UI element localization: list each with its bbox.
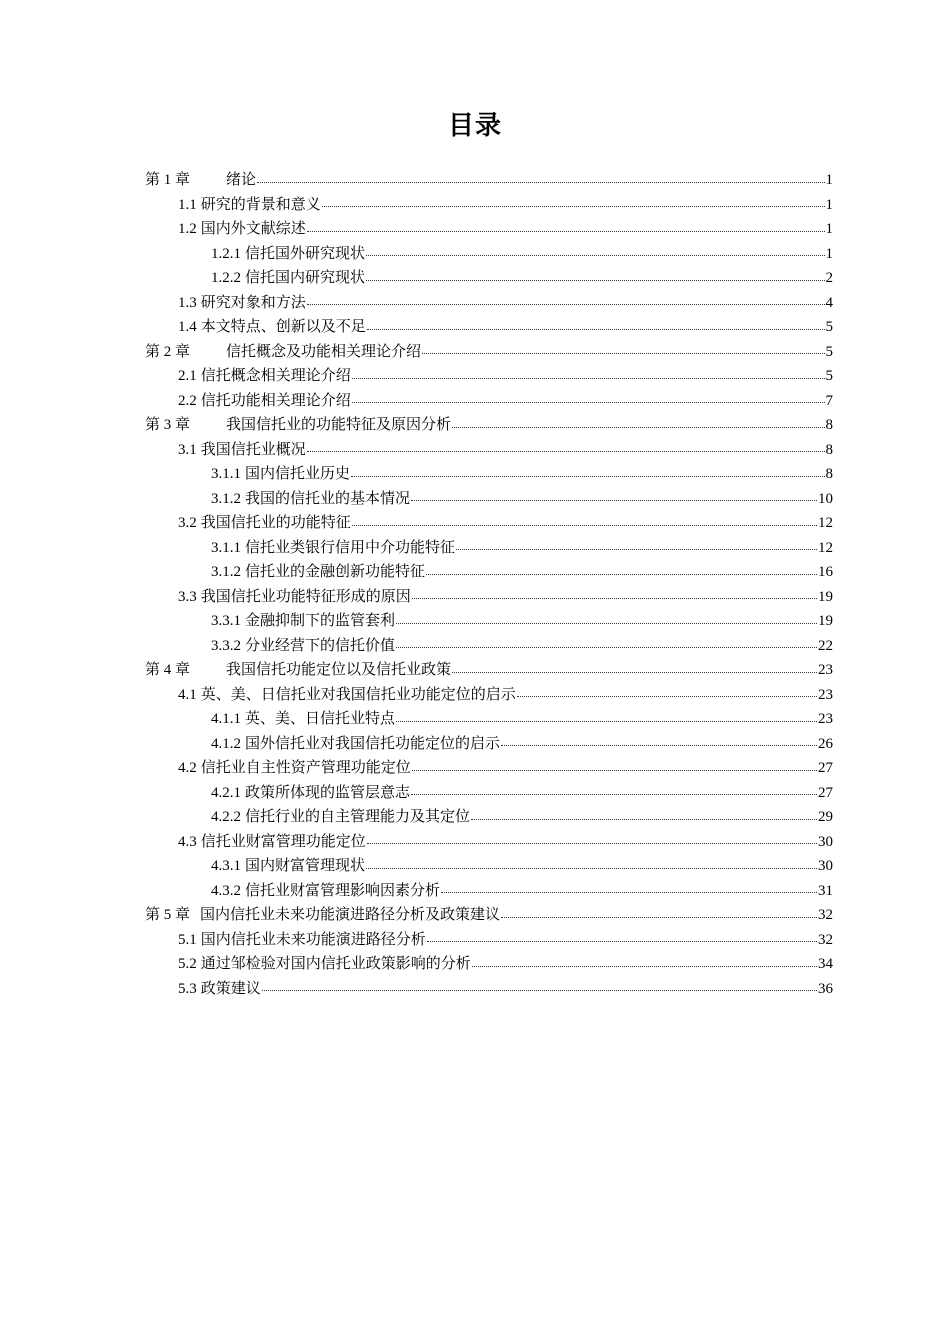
toc-subsection-entry[interactable] <box>145 732 833 757</box>
toc-subsection-entry[interactable] <box>145 634 833 659</box>
toc-entry-label <box>211 879 440 904</box>
toc-section-entry[interactable] <box>145 830 833 855</box>
toc-page-number: 30 <box>818 858 833 874</box>
toc-entry-label <box>211 634 395 659</box>
toc-entry-label <box>178 315 366 340</box>
toc-entry-text: 我国的信托业的基本情况 <box>245 490 411 507</box>
toc-dot-leader <box>501 916 817 918</box>
toc-entry-text: 我国信托业概况 <box>200 441 306 458</box>
toc-chapter-entry[interactable] <box>145 413 833 438</box>
toc-page-number: 26 <box>818 735 833 752</box>
toc-subsection-entry[interactable] <box>145 266 833 291</box>
toc-subsection-entry[interactable] <box>145 242 833 267</box>
toc-dot-leader <box>441 891 817 893</box>
toc-entry-number: 2.2 <box>178 392 197 409</box>
toc-entry-label <box>145 903 500 928</box>
toc-dot-leader <box>351 475 824 477</box>
toc-dot-leader <box>307 450 825 452</box>
toc-page-number: 22 <box>818 637 833 654</box>
toc-entry-number: 4.1.2 <box>211 735 241 752</box>
toc-entry-text: 通过邹检验对国内信托业政策影响的分析 <box>200 956 471 972</box>
toc-entry-text: 信托业的金融创新功能特征 <box>245 564 426 580</box>
toc-entry-number: 3.3.1 <box>211 613 241 629</box>
toc-page-number: 30 <box>818 833 833 850</box>
toc-section-entry[interactable] <box>145 585 833 610</box>
toc-dot-leader <box>366 254 824 256</box>
toc-section-entry[interactable] <box>145 438 833 463</box>
toc-dot-leader <box>426 573 817 575</box>
toc-page-number: 19 <box>818 613 833 629</box>
toc-entry-label <box>145 168 256 193</box>
toc-entry-label <box>145 340 421 365</box>
toc-entry-label <box>145 658 451 683</box>
toc-entry-number: 第 5 章 <box>145 907 191 923</box>
toc-section-entry[interactable] <box>145 193 833 218</box>
toc-entry-label <box>211 854 365 879</box>
toc-entry-text: 信托业财富管理功能定位 <box>200 833 366 850</box>
toc-page-number: 8 <box>825 441 833 458</box>
toc-entry-label <box>211 242 365 267</box>
toc-dot-leader <box>472 965 817 967</box>
toc-entry-text: 信托功能相关理论介绍 <box>200 392 351 409</box>
toc-entry-text: 信托业财富管理影响因素分析 <box>245 882 441 899</box>
toc-entry-text: 信托业类银行信用中介功能特征 <box>245 539 456 556</box>
toc-section-entry[interactable] <box>145 217 833 242</box>
toc-dot-leader <box>322 205 825 207</box>
toc-entry-number: 1.2.2 <box>211 270 241 286</box>
toc-entry-text: 本文特点、创新以及不足 <box>200 319 366 335</box>
toc-chapter-entry[interactable] <box>145 340 833 365</box>
page-title: 目录 <box>447 111 502 141</box>
toc-page-number: 23 <box>818 686 833 703</box>
toc-dot-leader <box>412 769 817 771</box>
toc-dot-leader <box>411 793 817 795</box>
toc-entry-label <box>178 511 351 536</box>
toc-entry-label <box>178 977 261 1002</box>
toc-section-entry[interactable] <box>145 389 833 414</box>
toc-entry-number: 1.2.1 <box>211 245 241 262</box>
toc-entry-text: 英、美、日信托业特点 <box>245 711 396 727</box>
toc-dot-leader <box>411 499 817 501</box>
toc-dot-leader <box>307 303 825 305</box>
toc-page-number: 1 <box>825 196 833 213</box>
toc-entry-number: 3.1.2 <box>211 564 241 580</box>
toc-entry-label <box>178 389 351 414</box>
toc-entry-text: 信托国内研究现状 <box>245 270 366 286</box>
toc-page-number: 7 <box>825 392 833 409</box>
toc-section-entry[interactable] <box>145 977 833 1002</box>
toc-entry-text: 国内外文献综述 <box>200 221 306 237</box>
toc-subsection-entry[interactable] <box>145 609 833 634</box>
toc-entry-text: 政策所体现的监管层意志 <box>245 784 411 801</box>
toc-dot-leader <box>396 622 817 624</box>
toc-entry-label <box>211 609 395 634</box>
toc-subsection-entry[interactable] <box>145 707 833 732</box>
toc-dot-leader <box>412 597 817 599</box>
toc-entry-label <box>211 487 410 512</box>
toc-entry-label <box>178 217 306 242</box>
toc-entry-label <box>211 536 455 561</box>
toc-entry-text: 英、美、日信托业对我国信托业功能定位的启示 <box>200 686 516 703</box>
toc-page-number: 10 <box>818 490 833 507</box>
toc-dot-leader <box>307 230 825 232</box>
toc-entry-label <box>178 683 516 708</box>
toc-entry-label <box>178 830 366 855</box>
toc-dot-leader <box>262 989 817 991</box>
toc-entry-number: 4.2 <box>178 760 197 776</box>
toc-entry-number: 3.1.1 <box>211 466 241 482</box>
toc-entry-number: 5.3 <box>178 980 197 997</box>
toc-entry-number: 4.1 <box>178 686 197 703</box>
toc-page-number: 29 <box>818 809 833 825</box>
toc-page-number: 1 <box>825 221 833 237</box>
toc-entry-text: 绪论 <box>226 172 257 188</box>
toc-entry-label <box>178 952 471 977</box>
toc-entry-label <box>178 756 411 781</box>
toc-subsection-entry[interactable] <box>145 487 833 512</box>
toc-entry-label <box>211 805 470 830</box>
toc-section-entry[interactable] <box>145 928 833 953</box>
toc-entry-text: 国外信托业对我国信托功能定位的启示 <box>245 735 501 752</box>
toc-entry-number: 3.1.2 <box>211 490 241 507</box>
toc-entry-label <box>178 193 321 218</box>
toc-page-number: 1 <box>825 172 833 188</box>
toc-entry-text: 国内信托业未来功能演进路径分析及政策建议 <box>200 907 501 923</box>
toc-page-number: 19 <box>818 588 833 605</box>
toc-page-number: 5 <box>825 319 833 335</box>
toc-entry-label <box>211 781 410 806</box>
toc-entry-text: 分业经营下的信托价值 <box>245 637 396 654</box>
toc-entry-number: 3.2 <box>178 515 197 531</box>
toc-page-number: 12 <box>818 515 833 531</box>
toc-dot-leader <box>396 646 817 648</box>
toc-section-entry[interactable] <box>145 756 833 781</box>
toc-page-number: 31 <box>818 882 833 899</box>
toc-page-number: 8 <box>825 466 833 482</box>
toc-subsection-entry[interactable] <box>145 462 833 487</box>
toc-page-number: 8 <box>825 417 833 433</box>
toc-dot-leader <box>352 401 825 403</box>
toc-entry-text: 政策建议 <box>200 980 261 997</box>
toc-entry-text: 我国信托业的功能特征及原因分析 <box>226 417 452 433</box>
toc-entry-label <box>211 266 365 291</box>
toc-entry-text: 国内财富管理现状 <box>245 858 366 874</box>
toc-dot-leader <box>352 377 825 379</box>
toc-dot-leader <box>422 352 824 354</box>
toc-entry-number: 第 3 章 <box>145 417 191 433</box>
toc-entry-text: 国内信托业历史 <box>245 466 351 482</box>
toc-subsection-entry[interactable] <box>145 854 833 879</box>
toc-entry-text: 我国信托功能定位以及信托业政策 <box>226 662 452 678</box>
toc-dot-leader <box>427 940 817 942</box>
toc-section-entry[interactable] <box>145 952 833 977</box>
toc-entry-text: 信托概念相关理论介绍 <box>200 368 351 384</box>
toc-page-number: 32 <box>818 931 833 948</box>
toc-dot-leader <box>517 695 817 697</box>
toc-page-number: 16 <box>818 564 833 580</box>
toc-dot-leader <box>257 181 824 183</box>
toc-entry-label <box>211 462 350 487</box>
toc-subsection-entry[interactable] <box>145 536 833 561</box>
toc-entry-text: 研究的背景和意义 <box>200 196 321 213</box>
toc-entry-number: 4.3.1 <box>211 858 241 874</box>
toc-entry-label <box>211 560 425 585</box>
toc-entry-number: 2.1 <box>178 368 197 384</box>
toc-page-number: 2 <box>825 270 833 286</box>
toc-entry-label <box>211 707 395 732</box>
toc-dot-leader <box>452 671 817 673</box>
toc-entry-number: 4.3 <box>178 833 197 850</box>
toc-entry-text: 信托业自主性资产管理功能定位 <box>200 760 411 776</box>
toc-entry-number: 4.3.2 <box>211 882 241 899</box>
toc-entry-number: 3.1 <box>178 441 197 458</box>
toc-subsection-entry[interactable] <box>145 879 833 904</box>
toc-dot-leader <box>452 426 824 428</box>
toc-page-number: 1 <box>825 245 833 262</box>
toc-entry-number: 4.1.1 <box>211 711 241 727</box>
toc-entry-text: 金融抑制下的监管套利 <box>245 613 396 629</box>
toc-page-number: 4 <box>825 294 833 311</box>
toc-page-number: 23 <box>818 662 833 678</box>
toc-section-entry[interactable] <box>145 291 833 316</box>
toc-dot-leader <box>396 720 817 722</box>
toc-entry-text: 信托国外研究现状 <box>245 245 366 262</box>
toc-entry-label <box>178 291 306 316</box>
toc-entry-number: 1.3 <box>178 294 197 311</box>
toc-subsection-entry[interactable] <box>145 560 833 585</box>
toc-entry-number: 第 4 章 <box>145 662 191 678</box>
toc-entry-text: 国内信托业未来功能演进路径分析 <box>200 931 426 948</box>
toc-entry-label <box>178 364 351 389</box>
toc-page-number: 5 <box>825 343 833 360</box>
toc-subsection-entry[interactable] <box>145 781 833 806</box>
toc-entry-label <box>178 438 306 463</box>
toc-entry-number: 1.1 <box>178 196 197 213</box>
toc-entry-number: 4.2.1 <box>211 784 241 801</box>
toc-chapter-entry[interactable] <box>145 903 833 928</box>
toc-entry-number: 1.4 <box>178 319 197 335</box>
toc-page-number: 34 <box>818 956 833 972</box>
toc-dot-leader <box>366 279 824 281</box>
toc-chapter-entry[interactable] <box>145 658 833 683</box>
toc-entry-text: 我国信托业功能特征形成的原因 <box>200 588 411 605</box>
toc-entry-label <box>178 928 426 953</box>
toc-entry-number: 1.2 <box>178 221 197 237</box>
toc-dot-leader <box>366 867 817 869</box>
toc-page-number: 36 <box>818 980 833 997</box>
toc-entry-text: 信托行业的自主管理能力及其定位 <box>245 809 471 825</box>
toc-entry-text: 我国信托业的功能特征 <box>200 515 351 531</box>
toc-entry-number: 5.2 <box>178 956 197 972</box>
toc-dot-leader <box>352 524 817 526</box>
toc-entry-number: 3.3.2 <box>211 637 241 654</box>
toc-entry-label <box>145 413 451 438</box>
toc-subsection-entry[interactable] <box>145 805 833 830</box>
toc-dot-leader <box>367 842 817 844</box>
toc-page-number: 32 <box>818 907 833 923</box>
table-of-contents <box>145 168 833 1001</box>
toc-entry-number: 第 2 章 <box>145 343 191 360</box>
toc-entry-text: 信托概念及功能相关理论介绍 <box>226 343 422 360</box>
toc-entry-label <box>211 732 500 757</box>
toc-entry-number: 第 1 章 <box>145 172 191 188</box>
toc-page-number: 27 <box>818 760 833 776</box>
toc-section-entry[interactable] <box>145 364 833 389</box>
toc-section-entry[interactable] <box>145 683 833 708</box>
toc-page-number: 12 <box>818 539 833 556</box>
toc-page-number: 23 <box>818 711 833 727</box>
toc-dot-leader <box>456 548 817 550</box>
toc-dot-leader <box>367 328 825 330</box>
toc-dot-leader <box>471 818 817 820</box>
toc-entry-number: 3.1.1 <box>211 539 241 556</box>
toc-section-entry[interactable] <box>145 315 833 340</box>
toc-page-number: 27 <box>818 784 833 801</box>
toc-dot-leader <box>501 744 817 746</box>
toc-section-entry[interactable] <box>145 511 833 536</box>
toc-chapter-entry[interactable] <box>145 168 833 193</box>
toc-entry-label <box>178 585 411 610</box>
toc-entry-number: 5.1 <box>178 931 197 948</box>
toc-entry-number: 3.3 <box>178 588 197 605</box>
toc-page-number: 5 <box>825 368 833 384</box>
toc-entry-text: 研究对象和方法 <box>200 294 306 311</box>
toc-entry-number: 4.2.2 <box>211 809 241 825</box>
